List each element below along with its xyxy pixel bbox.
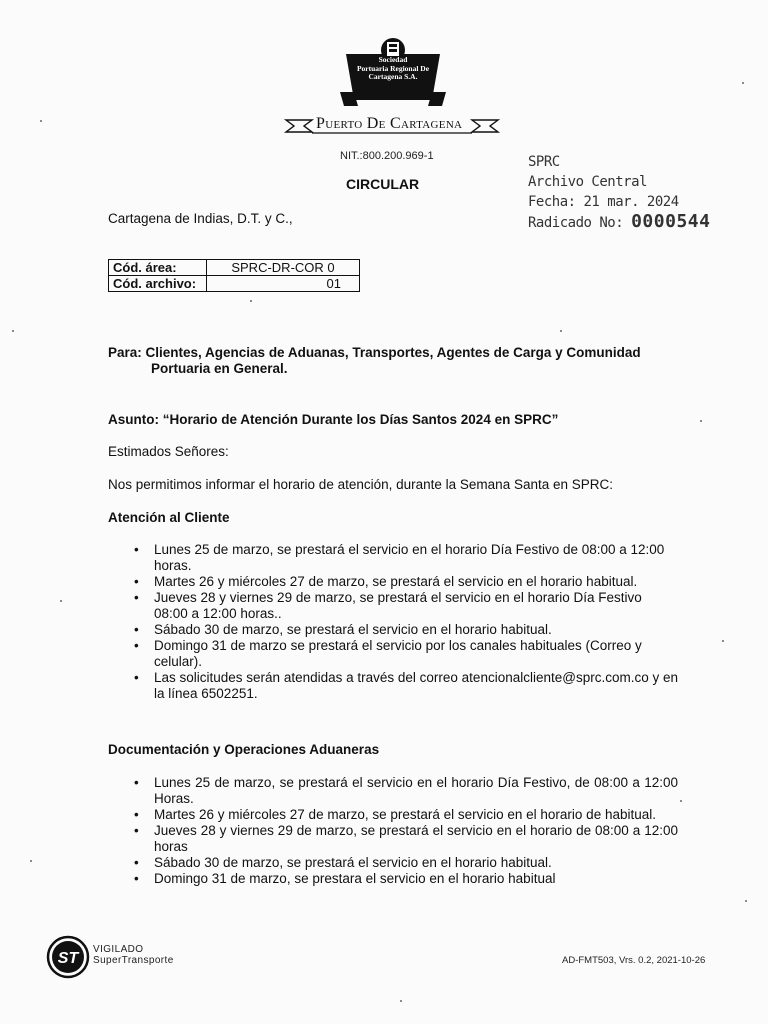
logo-text-line: Portuaria Regional De	[356, 63, 430, 73]
customer-service-list	[130, 542, 678, 702]
form-code: AD-FMT503, Vrs. 0.2, 2021-10-26	[562, 955, 706, 966]
list-item: • Sábado 30 de marzo, se prestará el servicio en el horario habitual.	[130, 855, 678, 871]
supertransporte-logo	[46, 935, 90, 979]
stamp-org: SPRC	[528, 154, 560, 170]
table-row	[109, 276, 360, 292]
table-row	[109, 260, 360, 276]
list-item: • Domingo 31 de marzo se prestará el servicio por los canales habituales (Correo y celular).	[130, 638, 678, 670]
code-value: 01	[207, 276, 360, 292]
logo-text-line: Cartagena S.A.	[368, 72, 418, 81]
brand-banner	[282, 112, 502, 138]
stamp-date: Fecha: 21 mar. 2024	[528, 194, 679, 210]
code-label: Cód. área:	[109, 260, 207, 276]
list-item: • Jueves 28 y viernes 29 de marzo, se prestará el servicio en el horario Día Festivo 08:00 a 12:00 horas..	[130, 590, 678, 622]
vigilado-text: VIGILADO	[93, 944, 144, 955]
section-title: Atención al Cliente	[108, 510, 230, 525]
seal-letters: ST	[57, 950, 79, 967]
subject: Asunto: “Horario de Atención Durante los Días Santos 2024 en SPRC”	[108, 412, 559, 427]
radicado-label: Radicado No:	[528, 215, 624, 231]
intro-paragraph: Nos permitimos informar el horario de atención, durante la Semana Santa en SPRC:	[108, 477, 614, 492]
list-item: • Domingo 31 de marzo, se prestara el servicio en el horario habitual	[130, 871, 678, 887]
list-item: • Martes 26 y miércoles 27 de marzo, se prestará el servicio en el horario de habitual.	[130, 807, 678, 823]
filing-stamp	[528, 152, 710, 233]
list-item: • Lunes 25 de marzo, se prestará el servicio en el horario Día Festivo de 08:00 a 12:00 horas.	[130, 542, 678, 574]
list-item: • Lunes 25 de marzo, se prestará el servicio en el horario Día Festivo, de 08:00 a 12:00 Horas.	[130, 775, 678, 807]
radicado-number: 0000544	[631, 211, 711, 232]
salutation: Estimados Señores:	[108, 444, 229, 459]
list-item: • Las solicitudes serán atendidas a través del correo atencionalcliente@sprc.com.co y en la línea 6502251.	[130, 670, 678, 702]
supertransporte-text: SuperTransporte	[93, 955, 174, 966]
codes-table	[108, 259, 360, 292]
code-label: Cód. archivo:	[109, 276, 207, 292]
stamp-archive: Archivo Central	[528, 174, 647, 190]
recipients	[108, 345, 688, 377]
list-item: • Jueves 28 y viernes 29 de marzo, se prestará el servicio en el horario de 08:00 a 12:00 horas	[130, 823, 678, 855]
vigilado-label	[93, 944, 174, 966]
recipients-line: Portuaria en General.	[151, 361, 288, 376]
city-line: Cartagena de Indias, D.T. y C.,	[108, 211, 293, 226]
nit-number: NIT.:800.200.969-1	[340, 150, 434, 162]
logo-text-line: Sociedad	[378, 55, 408, 64]
recipients-line: Para: Clientes, Agencias de Aduanas, Transportes, Agentes de Carga y Comunidad	[108, 345, 641, 360]
section-title: Documentación y Operaciones Aduaneras	[108, 742, 380, 757]
stamp-radicado	[528, 212, 710, 233]
code-value: SPRC-DR-COR 0	[207, 260, 360, 276]
supertransporte-seal-icon	[46, 935, 90, 979]
customs-operations-list	[130, 775, 678, 887]
brand-name: Puerto De Cartagena	[316, 115, 463, 132]
company-logo	[340, 36, 446, 106]
document-type: CIRCULAR	[346, 176, 420, 192]
list-item: • Sábado 30 de marzo, se prestará el servicio en el horario habitual.	[130, 622, 678, 638]
list-item: • Martes 26 y miércoles 27 de marzo, se prestará el servicio en el horario habitual.	[130, 574, 678, 590]
logo-text	[340, 56, 446, 82]
